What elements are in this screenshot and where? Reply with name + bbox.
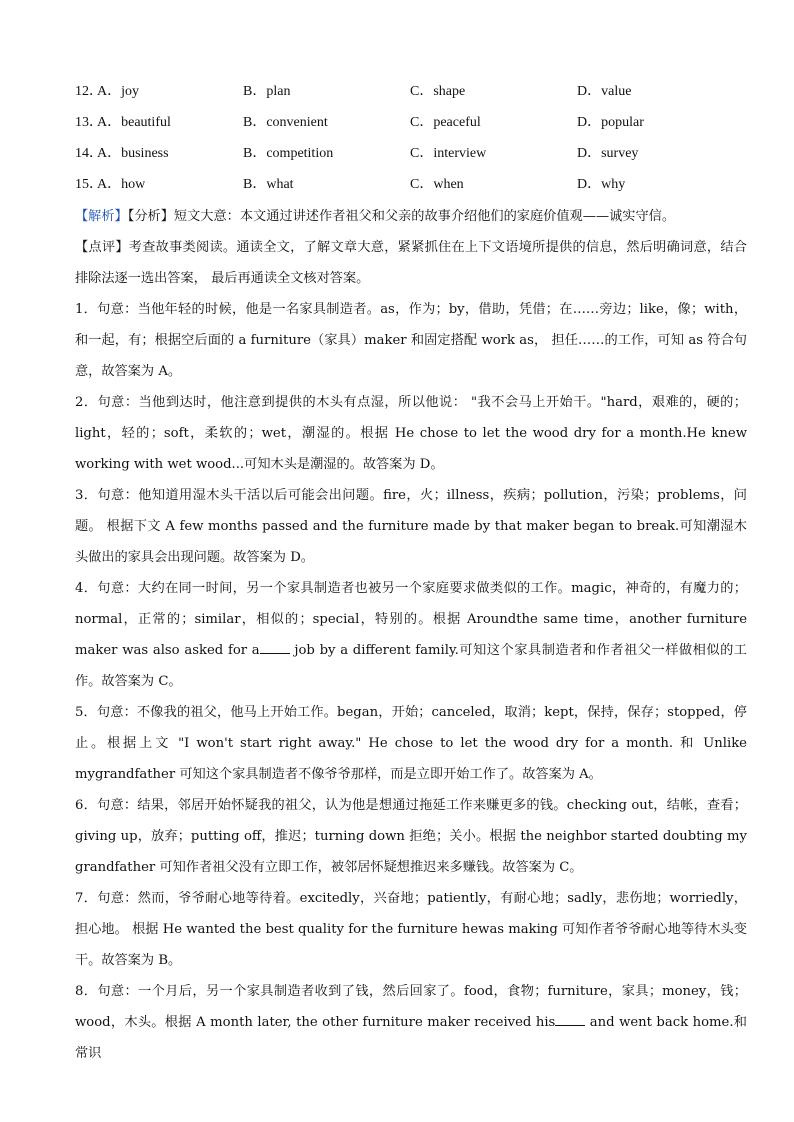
analysis-tag: 【解析】 — [75, 209, 128, 224]
summary-text: 短文大意：本文通过讲述作者祖父和父亲的故事介绍他们的家庭价值观——诚实守信。 — [173, 209, 676, 224]
option-c: C．when — [410, 177, 464, 192]
option-d: D．value — [577, 84, 632, 99]
explanation-8-part1: 8．句意：一个月后，另一个家具制造者收到了钱，然后回家了。food，食物；furniture，家具；money，钱；wood，木头。根据 A month later, the other furniture maker received his — [75, 984, 747, 1030]
option-a: A．how — [97, 177, 146, 192]
option-d: D．popular — [577, 115, 644, 130]
option-c: C．shape — [410, 84, 466, 99]
explanation-8-part2: and went back home.和常识 — [75, 1015, 747, 1061]
option-d: D．survey — [577, 146, 639, 161]
question-number: 14． — [75, 146, 103, 161]
explanation-5: 5．句意：不像我的祖父，他马上开始工作。began，开始；canceled，取消；kept，保持，保存；stopped，停止。根据上文 "I won't start right away." He chose to let the wood dry for a month. 和 Unlike mygrandfather 可知这个家具制造者不像爷爷那样，而是立即开始工作了。故答案为 A。 — [75, 705, 747, 782]
question-13-options — [75, 112, 735, 134]
comment-tag: 【点评】 — [75, 240, 129, 255]
option-c: C．interview — [410, 146, 487, 161]
question-number: 12． — [75, 84, 103, 99]
analysis-block — [75, 201, 747, 1069]
summary-paragraph — [75, 201, 747, 232]
explanation-2: 2．句意：当他到达时，他注意到提供的木头有点湿，所以他说： "我不会马上开始干。"hard，艰难的，硬的；light，轻的；soft，柔软的；wet，潮湿的。根据 He chose to let the wood dry for a month.He knew working with wet wood...可知木头是潮湿的。故答案为 D。 — [75, 395, 747, 472]
question-15-options — [75, 174, 735, 196]
option-b: B．what — [243, 177, 294, 192]
option-c: C．peaceful — [410, 115, 481, 130]
explanation-3: 3．句意：他知道用湿木头干活以后可能会出问题。fire，火；illness，疾病；pollution，污染；problems，问题。 根据下文 A few months passed and the furniture made by that maker began to break.可知潮湿木头做出的家具会出现问题。故答案为 D。 — [75, 488, 747, 565]
explanation-1: 1．句意：当他年轻的时候，他是一名家具制造者。as，作为；by，借助，凭借；在……旁边；like，像；with，和一起，有；根据空后面的 a furniture（家具）maker 和固定搭配 work as， 担任……的工作，可知 as 符合句意，故答案为 A。 — [75, 302, 747, 379]
question-number: 13． — [75, 115, 103, 130]
question-12-options — [75, 81, 735, 103]
analysis-subtag: 【分析】 — [127, 209, 174, 224]
option-a: A．beautiful — [97, 115, 171, 130]
explanation-8 — [75, 976, 747, 1069]
answer-blank — [260, 643, 290, 654]
explanation-4 — [75, 573, 747, 697]
option-b: B．plan — [243, 84, 291, 99]
answer-blank — [555, 1015, 585, 1026]
option-d: D．why — [577, 177, 626, 192]
option-a: A．joy — [97, 84, 139, 99]
question-number: 15． — [75, 177, 103, 192]
comment-text: 考查故事类阅读。通读全文，了解文章大意，紧紧抓住在上下文语境所提供的信息，然后明确词意，结合排除法逐一选出答案， 最后再通读全文核对答案。 — [75, 240, 747, 286]
option-b: B．competition — [243, 146, 334, 161]
option-a: A．business — [97, 146, 169, 161]
comment-paragraph — [75, 232, 747, 294]
explanation-6: 6．句意：结果，邻居开始怀疑我的祖父，认为他是想通过拖延工作来赚更多的钱。checking out，结帐，查看；giving up，放弃；putting off，推迟；turning down 拒绝；关小。根据 the neighbor started doubting my grandfather 可知作者祖父没有立即工作，被邻居怀疑想推迟来多赚钱。故答案为 C。 — [75, 798, 747, 875]
explanation-4-part2: job by a different family.可知这个家具制造者和作者祖父一样做相似的工作。故答案为 C。 — [75, 643, 747, 689]
explanation-4-part1: 4．句意：大约在同一时间，另一个家具制造者也被另一个家庭要求做类似的工作。magic，神奇的，有魔力的；normal，正常的；similar，相似的；special，特别的。根据 Aroundthe same time，another furniture maker was also asked for a — [75, 581, 747, 658]
question-14-options — [75, 143, 735, 165]
explanation-7: 7．句意：然而，爷爷耐心地等待着。excitedly，兴奋地；patiently，有耐心地；sadly，悲伤地；worriedly，担心地。 根据 He wanted the best quality for the furniture hewas making 可知作者爷爷耐心地等待木头变干。故答案为 B。 — [75, 891, 747, 968]
option-b: B．convenient — [243, 115, 328, 130]
